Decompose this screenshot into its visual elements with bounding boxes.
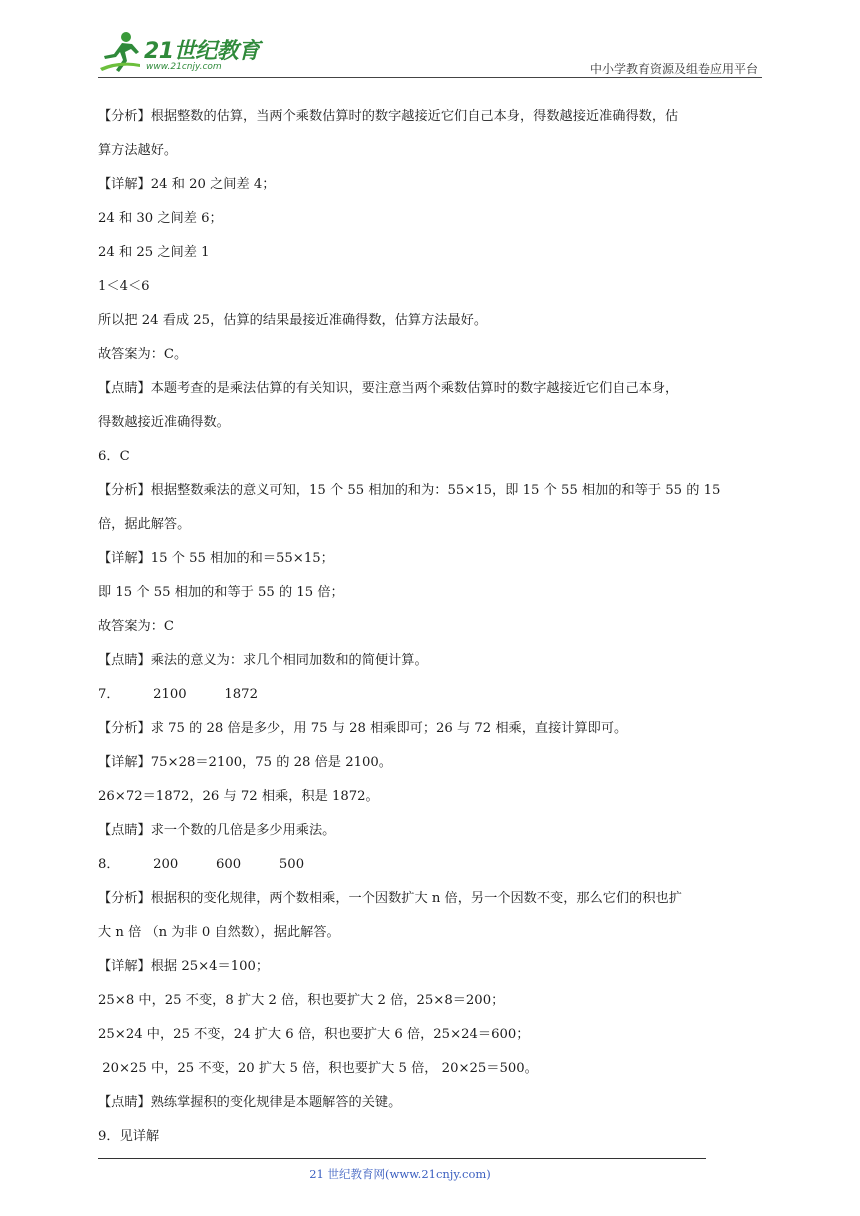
text-line: 【分析】根据积的变化规律，两个数相乘，一个因数扩大 n 倍，另一个因数不变，那么它们的积也扩 — [98, 891, 682, 906]
header-platform-text: 中小学教育资源及组卷应用平台 — [589, 62, 758, 76]
text-line: 即 15 个 55 相加的和等于 55 的 15 倍； — [98, 585, 344, 600]
text-line: 【详解】根据 25×4＝100； — [98, 959, 270, 974]
text-line: 【分析】根据整数的估算，当两个乘数估算时的数字越接近它们自己本身，得数越接近准确得数，估 — [98, 109, 679, 124]
text-line: 故答案为：C — [98, 619, 175, 634]
page-header — [98, 30, 762, 78]
text-line: 大 n 倍 （n 为非 0 自然数），据此解答。 — [98, 925, 340, 940]
text-line: 【详解】15 个 55 相加的和＝55×15； — [98, 551, 334, 566]
footer-divider — [98, 1158, 706, 1159]
text-line: 24 和 25 之间差 1 — [98, 245, 210, 260]
text-line: 得数越接近准确得数。 — [98, 415, 230, 430]
answer-number: 7． 2100 1872 — [98, 687, 258, 702]
header-divider — [98, 77, 762, 78]
text-line: 故答案为：C。 — [98, 347, 188, 362]
text-line: 倍，据此解答。 — [98, 517, 191, 532]
site-logo — [98, 30, 268, 76]
text-line: 所以把 24 看成 25，估算的结果最接近准确得数，估算方法最好。 — [98, 313, 488, 328]
text-line: 24 和 30 之间差 6； — [98, 211, 223, 226]
logo-url: www.21cnjy.com — [146, 62, 222, 72]
text-line: 【点睛】熟练掌握积的变化规律是本题解答的关键。 — [98, 1095, 402, 1110]
text-line: 20×25 中，25 不变，20 扩大 5 倍，积也要扩大 5 倍， 20×25＝500。 — [98, 1061, 538, 1076]
runner-logo-icon — [98, 30, 142, 76]
text-line: 1＜4＜6 — [98, 279, 150, 294]
footer-link[interactable]: 21 世纪教育网(www.21cnjy.com) — [309, 1167, 491, 1181]
text-line: 算方法越好。 — [98, 143, 178, 158]
text-line: 【详解】75×28＝2100，75 的 28 倍是 2100。 — [98, 755, 392, 770]
text-line: 【分析】求 75 的 28 倍是多少，用 75 与 28 相乘即可；26 与 72 相乘，直接计算即可。 — [98, 721, 628, 736]
answer-number: 6．C — [98, 449, 130, 464]
answer-number: 9．见详解 — [98, 1129, 160, 1144]
text-line: 【点睛】乘法的意义为：求几个相同加数和的简便计算。 — [98, 653, 428, 668]
document-body — [98, 100, 762, 1154]
logo-text: 21世纪教育 — [144, 39, 260, 64]
text-line: 【详解】24 和 20 之间差 4； — [98, 177, 276, 192]
text-line: 25×8 中，25 不变，8 扩大 2 倍，积也要扩大 2 倍，25×8＝200； — [98, 993, 505, 1008]
text-line: 【点睛】本题考查的是乘法估算的有关知识，要注意当两个乘数估算时的数字越接近它们自己本身， — [98, 381, 679, 396]
text-line: 25×24 中，25 不变，24 扩大 6 倍，积也要扩大 6 倍，25×24＝600； — [98, 1027, 530, 1042]
text-line: 【点睛】求一个数的几倍是多少用乘法。 — [98, 823, 336, 838]
answer-number: 8． 200 600 500 — [98, 857, 305, 872]
text-line: 【分析】根据整数乘法的意义可知，15 个 55 相加的和为：55×15，即 15 个 55 相加的和等于 55 的 15 — [98, 483, 721, 498]
text-line: 26×72＝1872，26 与 72 相乘，积是 1872。 — [98, 789, 379, 804]
